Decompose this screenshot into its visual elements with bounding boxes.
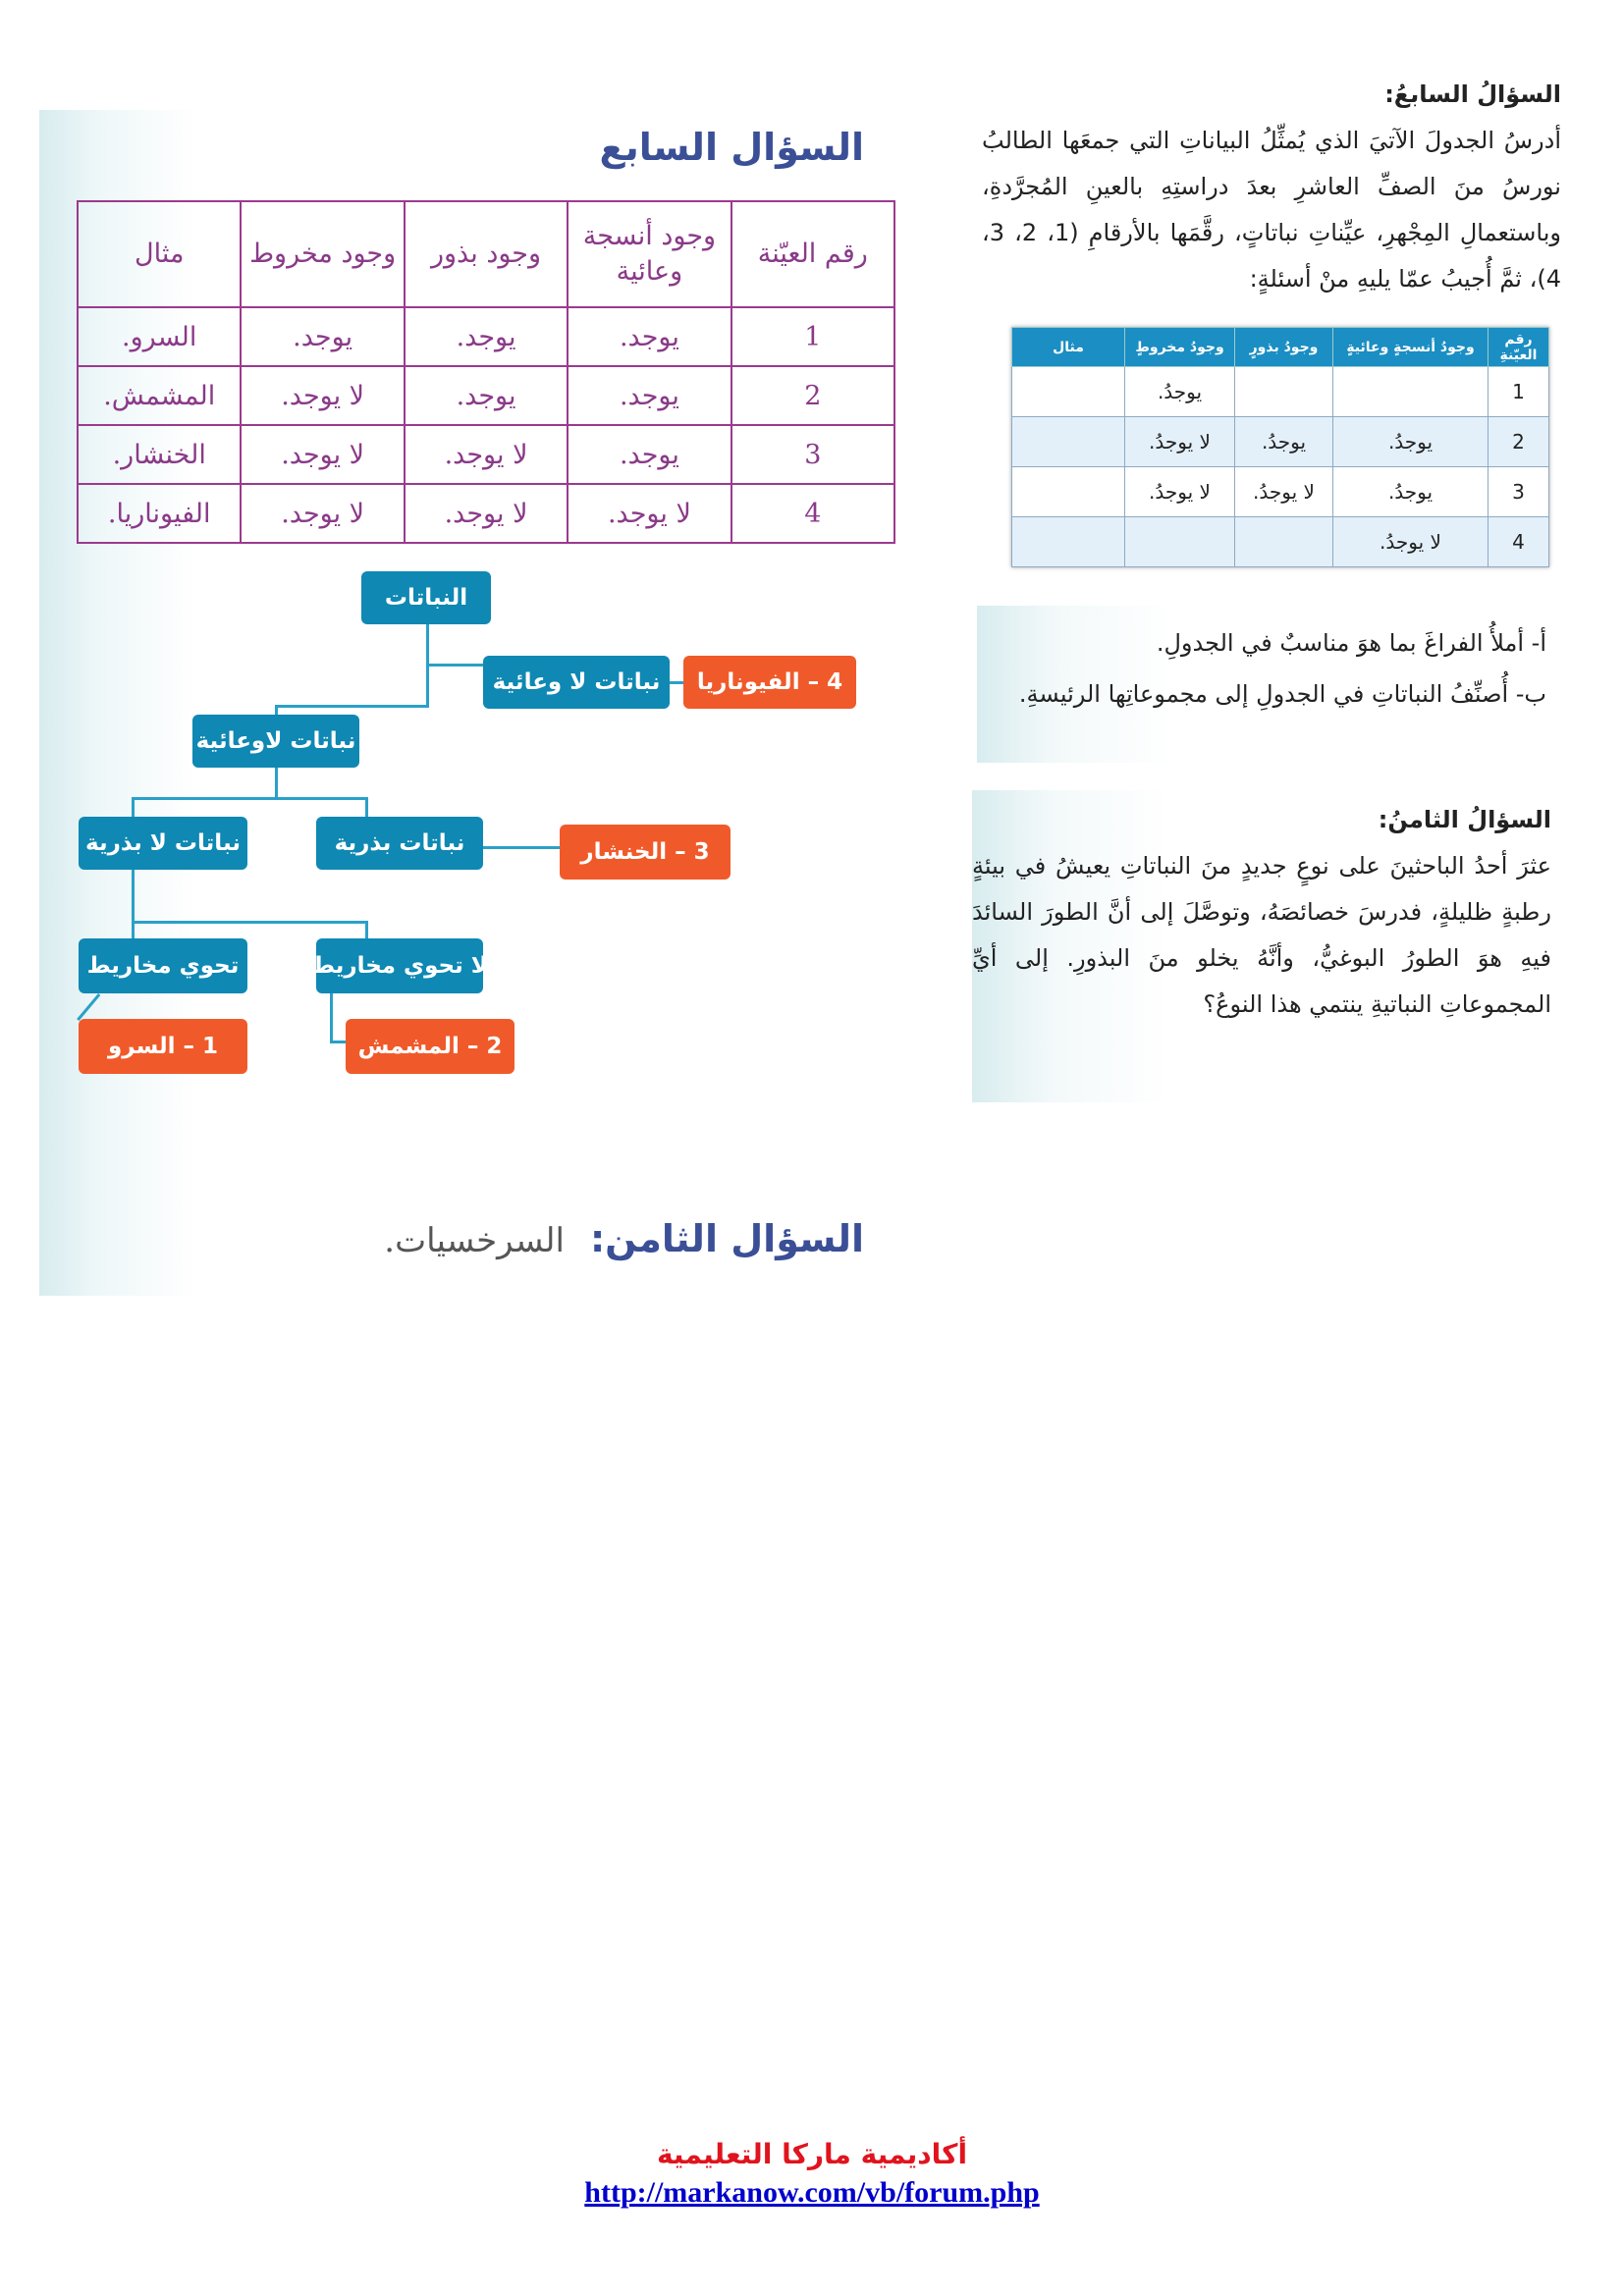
answer7-title: السؤال السابع xyxy=(599,126,864,169)
cell: 3 xyxy=(1489,467,1549,517)
cell: السرو. xyxy=(78,307,241,366)
cell: 2 xyxy=(731,366,894,425)
tree-node-seedless-plants: نباتات لا بذرية xyxy=(79,817,247,870)
cell: لا يوجد. xyxy=(241,484,404,543)
connector xyxy=(365,921,368,938)
qheader-vascular-tissue: وجودُ أنسجةٍ وعائيةٍ xyxy=(1333,328,1489,367)
cell: لا يوجدُ. xyxy=(1235,467,1333,517)
cell: يوجدُ. xyxy=(1235,417,1333,467)
connector xyxy=(481,846,560,849)
cell: يوجدُ. xyxy=(1125,367,1235,417)
cell: 1 xyxy=(731,307,894,366)
tree-node-plants: النباتات xyxy=(361,571,491,624)
cell xyxy=(1235,367,1333,417)
question8-heading: السؤالُ الثامنُ: xyxy=(1378,806,1551,833)
connector xyxy=(77,993,100,1021)
table-row xyxy=(1012,417,1549,467)
classification-tree xyxy=(39,571,903,1160)
tree-leaf-cypress: 1 – السرو xyxy=(79,1019,247,1074)
cell: يوجدُ. xyxy=(1333,417,1489,467)
connector xyxy=(132,921,135,938)
cell: 4 xyxy=(1489,517,1549,567)
answer8-value: السرخسيات. xyxy=(384,1221,565,1260)
table-row xyxy=(1012,517,1549,567)
tree-leaf-funaria: 4 – الفيوناريا xyxy=(683,656,856,709)
cell: لا يوجد. xyxy=(568,484,731,543)
footer-forum-link[interactable]: http://markanow.com/vb/forum.php xyxy=(584,2176,1040,2209)
cell: لا يوجد. xyxy=(405,484,568,543)
question7-part-a: أ- أملأُ الفراغَ بما هوَ مناسبٌ في الجدولِ. xyxy=(1156,629,1546,657)
cell: 1 xyxy=(1489,367,1549,417)
cell: يوجد. xyxy=(405,307,568,366)
connector xyxy=(275,766,278,797)
tree-leaf-fern: 3 – الخنشار xyxy=(560,825,731,880)
question7-block xyxy=(982,80,1561,302)
connector xyxy=(365,797,368,817)
footer xyxy=(0,2138,1624,2210)
qheader-seeds: وجودُ بذورٍ xyxy=(1235,328,1333,367)
connector xyxy=(132,797,135,817)
cell xyxy=(1333,367,1489,417)
cell: يوجدُ. xyxy=(1333,467,1489,517)
cell: يوجد. xyxy=(241,307,404,366)
cell: الخنشار. xyxy=(78,425,241,484)
cell xyxy=(1012,467,1125,517)
tree-leaf-apricot: 2 – المشمش xyxy=(346,1019,514,1074)
question7-heading: السؤالُ السابعُ: xyxy=(1384,80,1561,108)
table-row xyxy=(1012,467,1549,517)
tree-node-no-cones: لا تحوي مخاريط xyxy=(316,938,483,993)
tree-node-cones: تحوي مخاريط xyxy=(79,938,247,993)
cell: يوجد. xyxy=(568,307,731,366)
cell: يوجد. xyxy=(405,366,568,425)
footer-academy-name: أكاديمية ماركا التعليمية xyxy=(656,2138,968,2170)
cell: المشمش. xyxy=(78,366,241,425)
cell: لا يوجد. xyxy=(405,425,568,484)
question7-part-b: ب- أُصنِّفُ النباتاتِ في الجدولِ إلى مجموعاتِها الرئيسةِ. xyxy=(1018,680,1546,708)
cell xyxy=(1235,517,1333,567)
connector xyxy=(132,797,367,800)
cell: لا يوجدُ. xyxy=(1333,517,1489,567)
table-row xyxy=(78,366,894,425)
qheader-example: مثال xyxy=(1012,328,1125,367)
answer7-table xyxy=(77,200,895,544)
cell: الفيوناريا. xyxy=(78,484,241,543)
question8-body: عثرَ أحدُ الباحثينَ على نوعٍ جديدٍ منَ النباتاتِ يعيشُ في بيئةٍ رطبةٍ ظليلةٍ، فدرسَ خصائصَهُ، وتوصَّلَ إلى أنَّ الطورَ السائدَ فيهِ هوَ الطورُ البوغيُّ، وأنَّهُ يخلو منَ البذورِ. إلى أيِّ المجموعاتِ النباتيةِ ينتمي هذا النوعُ؟ xyxy=(972,852,1551,1018)
cell: 3 xyxy=(731,425,894,484)
table-row xyxy=(1012,367,1549,417)
connector xyxy=(132,862,135,921)
question8-block xyxy=(972,790,1561,1102)
cell: 4 xyxy=(731,484,894,543)
table-row xyxy=(78,307,894,366)
tree-node-nonvascular: نباتات لا وعائية xyxy=(483,656,670,709)
cell: يوجد. xyxy=(568,425,731,484)
qheader-cone: وجودُ مخروطٍ xyxy=(1125,328,1235,367)
connector xyxy=(132,921,367,924)
header-sample-number: رقم العيّنة xyxy=(731,201,894,307)
question7-body: أدرسُ الجدولَ الآتيَ الذي يُمثِّلُ البياناتِ التي جمعَها الطالبُ نورسُ منَ الصفِّ العاشرِ بعدَ دراستِهِ بالعينِ المُجرَّدةِ، وباستعمالِ المِجْهرِ، عيِّناتِ نباتاتٍ، رقَّمَها بالأرقامِ (1، 2، 3، 4)، ثمَّ أُجيبُ عمّا يليهِ منْ أسئلةٍ: xyxy=(982,127,1561,293)
header-seeds: وجود بذور xyxy=(405,201,568,307)
cell xyxy=(1012,517,1125,567)
table-row xyxy=(78,484,894,543)
tree-node-vascular: نباتات لاوعائية xyxy=(192,715,359,768)
cell: لا يوجدُ. xyxy=(1125,417,1235,467)
cell: 2 xyxy=(1489,417,1549,467)
header-example: مثال xyxy=(78,201,241,307)
cell: لا يوجد. xyxy=(241,425,404,484)
connector xyxy=(426,664,429,707)
answer-table-header-row xyxy=(78,201,894,307)
answers-panel xyxy=(39,110,903,1296)
cell xyxy=(1012,417,1125,467)
header-cone: وجود مخروط xyxy=(241,201,404,307)
question7-parts xyxy=(977,606,1566,763)
question-table-header-row xyxy=(1012,328,1549,367)
connector xyxy=(426,620,429,664)
connector xyxy=(275,705,429,708)
table-row xyxy=(78,425,894,484)
answer8 xyxy=(384,1217,864,1260)
cell xyxy=(1125,517,1235,567)
cell: لا يوجدُ. xyxy=(1125,467,1235,517)
qheader-sample-number: رقم العيّنةِ xyxy=(1489,328,1549,367)
tree-node-seed-plants: نباتات بذرية xyxy=(316,817,483,870)
question7-table xyxy=(1011,327,1549,567)
header-vascular-tissue: وجود أنسجة وعائية xyxy=(568,201,731,307)
answer8-label: السؤال الثامن: xyxy=(589,1217,864,1260)
cell xyxy=(1012,367,1125,417)
cell: لا يوجد. xyxy=(241,366,404,425)
cell: يوجد. xyxy=(568,366,731,425)
